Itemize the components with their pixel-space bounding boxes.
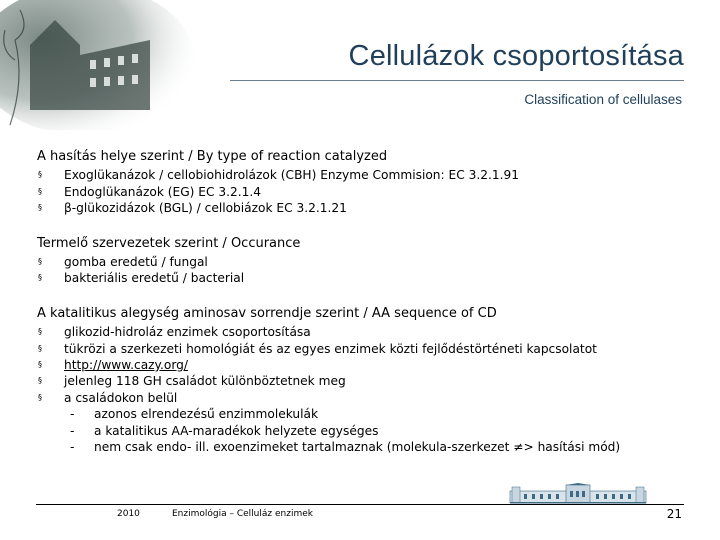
list-item <box>37 270 687 286</box>
list-item-text: gomba eredetű / fungal <box>64 255 208 270</box>
section-reaction-type <box>37 149 687 217</box>
dash-marker: - <box>70 407 75 422</box>
list-item-text: jelenleg 118 GH családot különböztetnek meg <box>64 374 346 389</box>
list-item-text: bakteriális eredetű / bacterial <box>64 271 245 286</box>
slide-body <box>37 149 687 475</box>
cazy-link[interactable]: http://www.cazy.org/ <box>64 358 189 373</box>
footer-year: 2010 <box>117 509 140 519</box>
slide-title: Cellulázok csoportosítása <box>348 40 684 72</box>
slide-subtitle: Classification of cellulases <box>524 92 682 107</box>
dash-marker: - <box>70 440 75 455</box>
bullet-icon: § <box>38 360 42 370</box>
list-item <box>37 357 687 373</box>
building-photo <box>0 0 230 130</box>
sub-list-item-text: a katalitikus AA-maradékok helyzete egységes <box>94 423 379 438</box>
bullet-icon: § <box>38 376 42 386</box>
page-number: 21 <box>666 507 682 521</box>
bullet-icon: § <box>38 203 42 213</box>
list-item <box>37 324 687 340</box>
footer-divider <box>36 504 684 505</box>
list-item-text: glikozid-hidroláz enzimek csoportosítása <box>64 325 311 340</box>
bullet-icon: § <box>38 170 42 180</box>
sub-list-item <box>37 406 687 422</box>
sub-list-item <box>37 439 687 455</box>
section-occurance <box>37 236 687 287</box>
list-item-text: Endoglükanázok (EG) EC 3.2.1.4 <box>64 184 262 199</box>
section-heading: Termelő szervezetek szerint / Occurance <box>37 235 301 251</box>
sub-list-item-text: azonos elrendezésű enzimmolekulák <box>94 407 319 422</box>
bullet-icon: § <box>38 273 42 283</box>
title-divider <box>230 80 684 81</box>
list-item <box>37 167 687 183</box>
list-item-text: a családokon belül <box>64 390 178 405</box>
list-item <box>37 254 687 270</box>
bullet-icon: § <box>38 186 42 196</box>
bullet-icon: § <box>38 392 42 402</box>
bullet-icon: § <box>38 343 42 353</box>
list-item-text: tükrözi a szerkezeti homológiát és az egyes enzimek közti fejlődéstörténeti kapcsolatot <box>64 341 597 356</box>
list-item-text: Exoglükanázok / cellobiohidrolázok (CBH) Enzyme Commision: EC 3.2.1.91 <box>64 168 519 183</box>
list-item <box>37 373 687 389</box>
dash-marker: - <box>70 423 75 438</box>
list-item <box>37 341 687 357</box>
sub-list-item-text: nem csak endo- ill. exoenzimeket tartalmaznak (molekula-szerkezet ≠> hasítási mód) <box>94 440 621 455</box>
list-item <box>37 390 687 406</box>
section-heading: A hasítás helye szerint / By type of reaction catalyzed <box>37 149 388 164</box>
bullet-icon: § <box>38 257 42 267</box>
section-aa-sequence <box>37 306 687 456</box>
sub-list-item <box>37 423 687 439</box>
section-heading: A katalitikus alegység aminosav sorrendje szerint / AA sequence of CD <box>37 305 497 321</box>
list-item <box>37 200 687 216</box>
list-item <box>37 184 687 200</box>
footer-course-title: Enzimológia – Celluláz enzimek <box>172 509 313 519</box>
list-item-text: β-glükozidázok (BGL) / cellobiázok EC 3.2.1.21 <box>64 201 347 216</box>
bullet-icon: § <box>38 327 42 337</box>
